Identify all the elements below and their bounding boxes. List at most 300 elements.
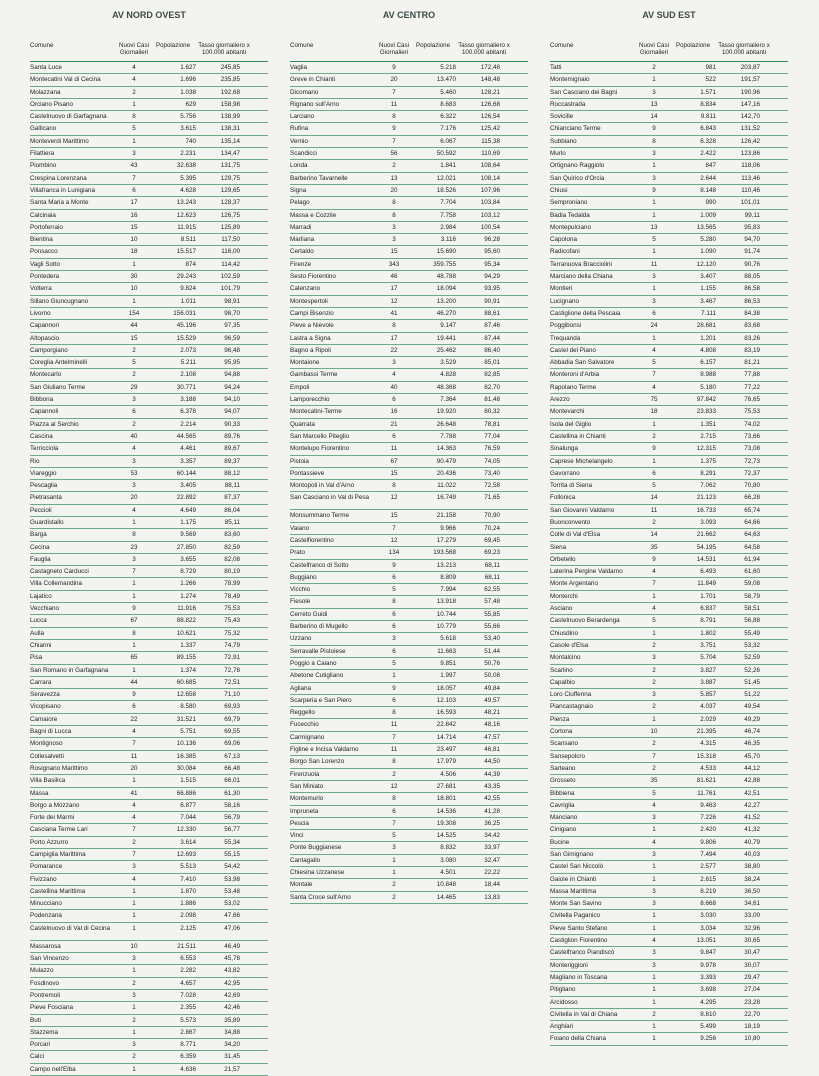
cell-tasso: 72,58 (484, 482, 500, 490)
column-title: AV NORD OVEST (112, 10, 186, 20)
cell-nuovi-casi: 6 (392, 432, 396, 440)
cell-tasso: 126,75 (220, 211, 240, 219)
cell-tasso: 41,28 (484, 807, 500, 815)
header-popolazione: Popolazione (675, 42, 711, 49)
cell-nuovi-casi: 41 (390, 309, 398, 317)
cell-comune: Rosignano Marittimo (30, 764, 88, 772)
table-row (290, 658, 528, 670)
cell-tasso: 96,48 (224, 346, 240, 354)
table-row (290, 333, 528, 345)
cell-comune: Sansepolcro (550, 752, 586, 760)
cell-popolazione: 3.529 (440, 359, 456, 367)
table-row (550, 812, 788, 824)
cell-comune: Pietrasanta (30, 494, 62, 502)
cell-nuovi-casi: 1 (652, 1023, 656, 1031)
cell-tasso: 78,81 (484, 420, 500, 428)
cell-popolazione: 5.460 (440, 88, 456, 96)
table-row (550, 74, 788, 86)
cell-nuovi-casi: 12 (390, 536, 398, 544)
cell-comune: Calenzano (290, 285, 321, 293)
table-row (550, 800, 788, 812)
header-comune: Comune (30, 42, 54, 49)
cell-tasso: 90,91 (484, 297, 500, 305)
cell-comune: Montecarlo (30, 371, 62, 379)
cell-comune: Ponte Buggianese (290, 844, 342, 852)
cell-tasso: 99,11 (744, 211, 760, 219)
cell-comune: Pistoia (290, 457, 309, 465)
cell-popolazione: 44.565 (176, 432, 196, 440)
cell-popolazione: 21.123 (696, 494, 716, 502)
cell-tasso: 48,16 (484, 721, 500, 729)
cell-comune: Pomarance (30, 863, 63, 871)
cell-comune: Cavriglia (550, 801, 575, 809)
cell-popolazione: 2.125 (180, 924, 196, 932)
cell-tasso: 71,65 (484, 494, 500, 502)
cell-popolazione: 7.410 (180, 875, 196, 883)
cell-comune: Greve in Chianti (290, 76, 336, 84)
cell-nuovi-casi: 12 (390, 494, 398, 502)
cell-comune: Chiesina Uzzanese (290, 869, 345, 876)
table-row (550, 935, 788, 947)
cell-tasso: 72,91 (224, 654, 240, 662)
table-header (30, 22, 268, 62)
cell-comune: Cortona (550, 728, 573, 736)
table-row (30, 578, 268, 590)
table-row (290, 879, 528, 891)
column-title: AV SUD EST (642, 10, 696, 20)
table-row (290, 369, 528, 381)
cell-nuovi-casi: 8 (132, 629, 136, 637)
table-row (290, 246, 528, 258)
table-row (30, 1064, 268, 1076)
cell-comune: Barberino Tavarnelle (290, 174, 348, 182)
cell-nuovi-casi: 9 (132, 605, 136, 613)
table-row (30, 886, 268, 898)
cell-tasso: 51,44 (484, 647, 500, 655)
cell-nuovi-casi: 1 (652, 1035, 656, 1043)
cell-comune: Murlo (550, 150, 566, 158)
table-row (30, 1027, 268, 1039)
cell-nuovi-casi: 1 (132, 297, 136, 305)
table-row (550, 542, 788, 554)
cell-nuovi-casi: 4 (132, 801, 136, 809)
cell-popolazione: 3.116 (440, 236, 456, 244)
cell-nuovi-casi: 2 (652, 641, 656, 649)
cell-nuovi-casi: 9 (132, 691, 136, 699)
cell-comune: Reggello (290, 709, 315, 717)
cell-tasso: 45,78 (224, 955, 240, 963)
cell-popolazione: 13.243 (176, 199, 196, 207)
cell-popolazione: 10.621 (176, 629, 196, 637)
table-row (290, 123, 528, 135)
cell-nuovi-casi: 3 (392, 236, 396, 244)
cell-comune: Gaiole in Chianti (550, 875, 597, 883)
table-row (30, 1015, 268, 1027)
cell-popolazione: 359.755 (433, 260, 456, 268)
cell-popolazione: 3.407 (700, 273, 716, 281)
table-row (30, 751, 268, 763)
cell-comune: Cecina (30, 543, 50, 551)
cell-tasso: 49,57 (484, 696, 500, 704)
cell-popolazione: 9.978 (700, 961, 716, 969)
cell-popolazione: 12.021 (436, 174, 456, 182)
cell-comune: Figline e Incisa Valdarno (290, 746, 359, 754)
cell-popolazione: 14.525 (436, 832, 456, 840)
cell-comune: Castellina Marittima (30, 887, 86, 895)
table-body (30, 62, 268, 1076)
cell-popolazione: 8.668 (700, 900, 716, 908)
table-row (550, 480, 788, 492)
cell-nuovi-casi: 6 (392, 610, 396, 618)
table-row (550, 197, 788, 209)
cell-comune: Bucine (550, 838, 570, 846)
table-row (30, 87, 268, 99)
table-row (30, 369, 268, 381)
cell-tasso: 148,48 (480, 76, 500, 84)
cell-comune: Montignoso (30, 740, 63, 748)
cell-comune: Londa (290, 162, 308, 170)
table-row (290, 806, 528, 818)
cell-comune: Cantagallo (290, 856, 321, 864)
cell-tasso: 18,19 (744, 1023, 760, 1031)
table-row (290, 111, 528, 123)
table-body (550, 62, 788, 1046)
cell-nuovi-casi: 1 (652, 457, 656, 465)
table-row (550, 173, 788, 185)
cell-comune: Ortignano Raggiolo (550, 162, 605, 170)
cell-nuovi-casi: 1 (652, 592, 656, 600)
cell-comune: Montemurlo (290, 795, 324, 803)
cell-comune: Capalbio (550, 678, 575, 686)
cell-nuovi-casi: 41 (130, 789, 138, 797)
cell-comune: Fauglia (30, 555, 51, 563)
cell-popolazione: 10.779 (436, 623, 456, 631)
cell-comune: Stazzema (30, 1028, 58, 1036)
table-row (550, 320, 788, 332)
table-row (550, 517, 788, 529)
cell-nuovi-casi: 4 (132, 445, 136, 453)
cell-popolazione: 1.997 (440, 672, 456, 680)
cell-tasso: 86,53 (744, 297, 760, 305)
cell-tasso: 108,64 (480, 162, 500, 170)
cell-tasso: 64,66 (744, 518, 760, 526)
table-row (290, 633, 528, 645)
cell-tasso: 61,30 (224, 789, 240, 797)
cell-nuovi-casi: 20 (390, 76, 398, 84)
cell-nuovi-casi: 1 (652, 924, 656, 932)
cell-nuovi-casi: 5 (392, 586, 396, 594)
cell-tasso: 47,57 (484, 733, 500, 741)
cell-popolazione: 3.655 (180, 555, 196, 563)
cell-tasso: 94,24 (224, 383, 240, 391)
cell-comune: Gambassi Terme (290, 371, 338, 379)
cell-tasso: 40,03 (744, 851, 760, 858)
cell-nuovi-casi: 134 (388, 549, 400, 557)
cell-tasso: 46,35 (744, 740, 760, 748)
table-row (290, 756, 528, 768)
cell-tasso: 128,37 (220, 199, 240, 207)
cell-nuovi-casi: 9 (652, 125, 656, 133)
table-row (30, 861, 268, 873)
cell-tasso: 68,11 (484, 573, 500, 581)
cell-nuovi-casi: 2 (132, 979, 136, 987)
cell-popolazione: 1.090 (700, 248, 716, 256)
cell-comune: Sesto Fiorentino (290, 273, 336, 281)
table-row (550, 763, 788, 775)
cell-tasso: 86,58 (744, 285, 760, 293)
cell-tasso: 110,69 (481, 150, 500, 158)
cell-popolazione: 990 (705, 199, 716, 207)
table-row (30, 308, 268, 320)
cell-nuovi-casi: 2 (652, 432, 656, 440)
cell-popolazione: 23.833 (696, 408, 716, 416)
table-row (30, 874, 268, 886)
table-row (30, 554, 268, 566)
cell-tasso: 94,88 (224, 371, 240, 379)
column-title: AV CENTRO (382, 10, 436, 20)
table-row (30, 173, 268, 185)
cell-nuovi-casi: 46 (390, 273, 398, 281)
cell-nuovi-casi: 7 (132, 826, 136, 834)
cell-popolazione: 2.984 (440, 223, 456, 231)
table-row (290, 271, 528, 283)
header-nuovi-casi: Nuovi Casi Giornalieri (639, 42, 669, 56)
table-row (550, 333, 788, 345)
cell-comune: Scarlino (550, 666, 573, 674)
cell-nuovi-casi: 22 (390, 346, 398, 354)
cell-tasso: 95,34 (484, 260, 500, 268)
table-row (550, 578, 788, 590)
cell-comune: Capolona (550, 236, 577, 244)
cell-nuovi-casi: 4 (132, 728, 136, 736)
cell-popolazione: 981 (705, 64, 716, 71)
cell-tasso: 34,42 (484, 832, 500, 840)
cell-comune: Caprese Michelangelo (550, 457, 613, 465)
cell-popolazione: 3.034 (700, 924, 716, 932)
cell-tasso: 53,32 (744, 641, 760, 649)
cell-tasso: 96,59 (224, 334, 240, 342)
cell-nuovi-casi: 12 (390, 782, 398, 790)
table-row (290, 732, 528, 744)
cell-tasso: 45,70 (744, 752, 760, 760)
cell-tasso: 70,90 (484, 512, 500, 520)
table-row (550, 369, 788, 381)
cell-popolazione: 8.219 (700, 887, 716, 895)
cell-popolazione: 9.847 (700, 949, 716, 957)
table-row (550, 87, 788, 99)
cell-tasso: 101,01 (740, 199, 760, 207)
cell-comune: Marciano della Chiana (550, 273, 613, 281)
cell-nuovi-casi: 7 (132, 851, 136, 858)
cell-popolazione: 6.553 (180, 955, 196, 963)
cell-popolazione: 2.867 (180, 1028, 196, 1036)
cell-comune: Montemignaio (550, 76, 590, 84)
table-row (30, 185, 268, 197)
table-row (550, 837, 788, 849)
cell-nuovi-casi: 13 (650, 100, 658, 108)
cell-nuovi-casi: 17 (390, 285, 398, 293)
cell-popolazione: 13.213 (436, 561, 456, 569)
cell-popolazione: 4.636 (180, 1065, 196, 1073)
cell-nuovi-casi: 1 (132, 518, 136, 526)
cell-comune: Certaldo (290, 248, 314, 256)
cell-nuovi-casi: 5 (652, 236, 656, 244)
table-row (290, 523, 528, 535)
cell-tasso: 55,85 (484, 610, 500, 618)
cell-tasso: 90,76 (744, 260, 760, 268)
cell-nuovi-casi: 7 (652, 371, 656, 379)
cell-comune: Carmignano (290, 733, 325, 741)
cell-comune: Pitigliano (550, 986, 576, 994)
cell-popolazione: 6.843 (700, 125, 716, 133)
cell-nuovi-casi: 1 (652, 912, 656, 920)
table-row (30, 603, 268, 615)
cell-tasso: 73,08 (744, 445, 760, 453)
cell-tasso: 115,38 (481, 137, 500, 145)
table-row (550, 443, 788, 455)
table-row (550, 185, 788, 197)
cell-popolazione: 3.614 (180, 838, 196, 846)
cell-comune: Buti (30, 1016, 41, 1024)
cell-popolazione: 3.393 (700, 973, 716, 981)
cell-comune: Vagli Sotto (30, 260, 60, 268)
cell-popolazione: 27.681 (436, 782, 456, 790)
cell-tasso: 33,97 (484, 844, 500, 852)
cell-tasso: 38,80 (744, 863, 760, 871)
cell-tasso: 86,40 (484, 346, 500, 354)
cell-nuovi-casi: 8 (392, 598, 396, 606)
cell-comune: Magliano in Toscana (550, 973, 608, 981)
cell-comune: San Giuliano Terme (30, 383, 86, 391)
cell-tasso: 27,04 (744, 986, 760, 994)
cell-tasso: 64,63 (744, 531, 760, 539)
cell-popolazione: 45.196 (176, 322, 196, 330)
cell-comune: Fiesole (290, 598, 311, 606)
table-row (290, 695, 528, 707)
cell-nuovi-casi: 35 (650, 543, 658, 551)
cell-popolazione: 7.494 (700, 851, 716, 858)
cell-popolazione: 5.704 (700, 654, 716, 662)
cell-popolazione: 28.681 (696, 322, 716, 330)
cell-tasso: 95,95 (224, 359, 240, 367)
cell-popolazione: 97.842 (696, 396, 716, 404)
cell-nuovi-casi: 8 (392, 199, 396, 207)
cell-popolazione: 5.756 (180, 113, 196, 121)
table-row (30, 800, 268, 812)
cell-popolazione: 16.385 (176, 752, 196, 760)
cell-tasso: 55,34 (224, 838, 240, 846)
cell-comune: Calci (30, 1053, 44, 1061)
cell-comune: Chiusi (550, 186, 568, 194)
cell-popolazione: 5.211 (180, 359, 196, 367)
table-row (550, 984, 788, 996)
cell-popolazione: 31.521 (176, 715, 196, 723)
cell-tasso: 76,65 (744, 396, 760, 404)
cell-nuovi-casi: 1 (652, 998, 656, 1006)
table-row (290, 683, 528, 695)
cell-popolazione: 18.801 (436, 795, 456, 803)
cell-tasso: 72,73 (744, 457, 760, 465)
cell-tasso: 41,32 (744, 826, 760, 834)
cell-nuovi-casi: 6 (392, 396, 396, 404)
cell-tasso: 98,91 (224, 297, 240, 305)
cell-tasso: 46,74 (744, 728, 760, 736)
cell-tasso: 43,82 (224, 967, 240, 975)
cell-popolazione: 17.979 (436, 758, 456, 766)
cell-nuovi-casi: 43 (130, 162, 138, 170)
cell-tasso: 51,22 (744, 691, 760, 699)
cell-popolazione: 9.966 (440, 524, 456, 532)
cell-tasso: 62,55 (484, 586, 500, 594)
cell-tasso: 59,08 (744, 580, 760, 588)
cell-popolazione: 847 (705, 162, 716, 170)
cell-popolazione: 1.701 (700, 592, 716, 600)
cell-comune: Follonica (550, 494, 576, 502)
cell-nuovi-casi: 6 (132, 703, 136, 711)
cell-tasso: 58,79 (744, 592, 760, 600)
table-row (550, 874, 788, 886)
table-row (290, 197, 528, 209)
cell-nuovi-casi: 3 (652, 961, 656, 969)
cell-popolazione: 5.280 (700, 236, 716, 244)
cell-comune: San Casciano in Val di Pesa (290, 494, 369, 502)
cell-popolazione: 48.368 (436, 383, 456, 391)
cell-nuovi-casi: 154 (128, 309, 140, 317)
cell-comune: Lajatico (30, 592, 52, 600)
table-row (290, 842, 528, 854)
cell-nuovi-casi: 5 (652, 617, 656, 625)
cell-tasso: 107,96 (480, 186, 500, 194)
cell-comune: Piombino (30, 162, 57, 170)
cell-tasso: 203,87 (740, 64, 760, 71)
cell-popolazione: 2.231 (180, 150, 196, 158)
cell-tasso: 128,21 (480, 88, 500, 96)
cell-comune: Rio (30, 457, 40, 465)
cell-tasso: 44,50 (484, 758, 500, 766)
cell-nuovi-casi: 15 (130, 223, 138, 231)
cell-popolazione: 12.693 (176, 851, 196, 858)
cell-nuovi-casi: 6 (132, 186, 136, 194)
cell-tasso: 34,20 (224, 1041, 240, 1049)
cell-nuovi-casi: 2 (392, 770, 396, 778)
cell-comune: Chianciano Terme (550, 125, 601, 133)
cell-nuovi-casi: 4 (132, 76, 136, 84)
cell-tasso: 69,79 (224, 715, 240, 723)
cell-nuovi-casi: 11 (650, 260, 658, 268)
cell-popolazione: 3.698 (700, 986, 716, 994)
cell-popolazione: 11.022 (437, 482, 456, 490)
cell-tasso: 31,45 (224, 1053, 240, 1061)
cell-comune: Uzzano (290, 635, 312, 643)
cell-popolazione: 1.274 (180, 592, 196, 600)
cell-popolazione: 8.771 (180, 1041, 196, 1049)
cell-comune: San Marcello Piteglio (290, 432, 350, 440)
cell-tasso: 18,44 (484, 881, 500, 889)
table-row (550, 99, 788, 111)
cell-tasso: 56,88 (744, 617, 760, 625)
cell-comune: Vinci (290, 832, 304, 840)
cell-nuovi-casi: 10 (650, 728, 658, 736)
cell-tasso: 117,50 (221, 236, 240, 244)
table-row (550, 972, 788, 984)
cell-tasso: 147,16 (740, 100, 760, 108)
cell-nuovi-casi: 6 (392, 696, 396, 704)
table-row (30, 941, 268, 953)
cell-comune: San Miniato (290, 782, 324, 790)
cell-popolazione: 5.573 (180, 1016, 196, 1024)
cell-popolazione: 1.841 (440, 162, 456, 170)
cell-popolazione: 7.704 (440, 199, 456, 207)
